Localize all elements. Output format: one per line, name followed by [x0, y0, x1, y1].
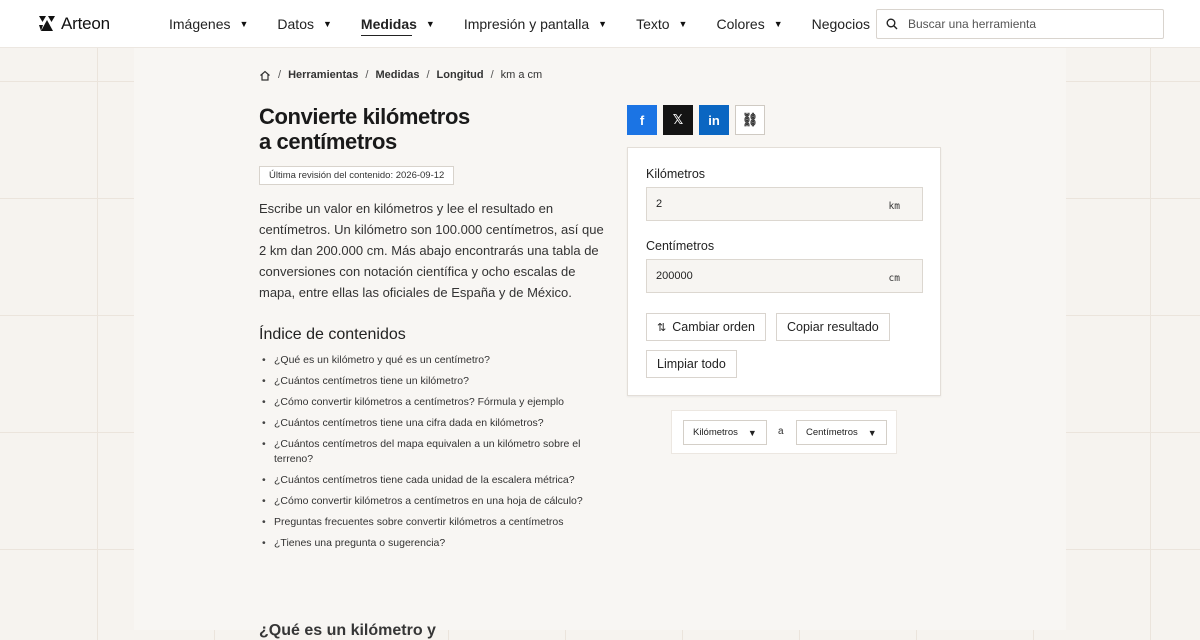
nav-label: Imágenes	[169, 16, 231, 32]
from-unit-select[interactable]	[683, 420, 767, 445]
caret-down-icon: ▼	[867, 427, 877, 438]
toc-item[interactable]: • ¿Cuántos centímetros tiene una cifra dada en kilómetros?	[259, 416, 599, 431]
breadcrumb-separator: /	[490, 69, 494, 81]
breadcrumb-herramientas[interactable]: Herramientas	[288, 69, 359, 81]
toc-item[interactable]: • ¿Qué es un kilómetro y qué es un centímetro?	[259, 353, 599, 368]
caret-down-icon: ▼	[773, 19, 783, 29]
caret-down-icon: ▼	[678, 19, 688, 29]
clear-all-button[interactable]	[646, 350, 737, 378]
from-unit-suffix: km	[888, 201, 900, 212]
toc-item[interactable]: • ¿Tienes una pregunta o sugerencia?	[259, 536, 599, 551]
from-field	[646, 187, 923, 221]
breadcrumb	[259, 69, 542, 81]
breadcrumb-separator: /	[426, 69, 430, 81]
table-of-contents	[259, 353, 599, 557]
centimeters-input[interactable]	[647, 260, 877, 292]
breadcrumb-current: km a cm	[500, 69, 543, 81]
page-title-line-1: Convierte kilómetros	[259, 104, 470, 129]
copy-result-button[interactable]	[776, 313, 890, 341]
x-share-button[interactable]	[663, 105, 693, 135]
nav-item-imagenes[interactable]	[169, 0, 248, 48]
toc-item[interactable]: • ¿Cuántos centímetros tiene cada unidad de la escalera métrica?	[259, 473, 599, 488]
content-panel	[134, 48, 1066, 639]
home-icon[interactable]	[259, 70, 271, 81]
swap-order-label: Cambiar orden	[672, 320, 755, 334]
nav-item-datos[interactable]	[277, 0, 332, 48]
kilometers-input[interactable]	[647, 188, 877, 220]
brand-name: Arteon	[61, 14, 110, 33]
page-title	[259, 104, 559, 154]
nav-item-medidas[interactable]	[361, 0, 435, 48]
search-box	[876, 9, 1164, 39]
toc-item[interactable]: • Preguntas frecuentes sobre convertir kilómetros a centímetros	[259, 515, 599, 530]
breadcrumb-longitud[interactable]: Longitud	[436, 69, 484, 81]
caret-down-icon: ▼	[598, 19, 608, 29]
to-unit-select-value: Centímetros	[806, 427, 858, 438]
nav-item-impresion[interactable]	[464, 0, 607, 48]
copy-result-label: Copiar resultado	[787, 320, 879, 334]
nav-item-texto[interactable]	[636, 0, 687, 48]
toc-item[interactable]: • ¿Cuántos centímetros del mapa equivalen a un kilómetro sobre el terreno?	[259, 437, 599, 467]
swap-icon: ⇅	[657, 321, 667, 334]
nav-item-colores[interactable]	[716, 0, 782, 48]
search-input[interactable]	[908, 17, 1148, 31]
search-icon	[886, 18, 898, 30]
toc-item[interactable]: • ¿Cuántos centímetros tiene un kilómetro?	[259, 374, 599, 389]
page-title-line-2: a centímetros	[259, 129, 397, 154]
main-nav	[169, 0, 917, 48]
linkedin-icon: in	[708, 112, 720, 128]
brand-logo[interactable]	[39, 14, 110, 34]
unit-selector	[671, 410, 897, 454]
caret-down-icon: ▼	[425, 19, 435, 29]
to-unit-label: Centímetros	[646, 239, 715, 253]
breadcrumb-medidas[interactable]: Medidas	[375, 69, 420, 81]
section-heading: ¿Qué es un kilómetro y	[259, 622, 436, 639]
toc-title: Índice de contenidos	[259, 326, 406, 343]
nav-label: Negocios	[811, 16, 870, 32]
caret-down-icon: ▼	[747, 427, 757, 438]
revision-badge: Última revisión del contenido: 2026-09-12	[259, 166, 454, 185]
unit-connector: a	[778, 426, 784, 437]
facebook-icon: f	[639, 112, 645, 128]
x-icon: 𝕏	[672, 112, 684, 127]
share-buttons	[627, 105, 765, 135]
toc-item[interactable]: • ¿Cómo convertir kilómetros a centímetros en una hoja de cálculo?	[259, 494, 599, 509]
link-icon: ⛓	[741, 112, 759, 127]
to-unit-select[interactable]	[796, 420, 887, 445]
breadcrumb-separator: /	[365, 69, 369, 81]
to-unit-suffix: cm	[888, 273, 900, 284]
logo-icon	[39, 16, 55, 32]
nav-label: Medidas	[360, 16, 417, 32]
nav-label: Texto	[636, 16, 670, 32]
linkedin-share-button[interactable]	[699, 105, 729, 135]
caret-down-icon: ▼	[239, 19, 249, 29]
facebook-share-button[interactable]	[627, 105, 657, 135]
from-unit-select-value: Kilómetros	[693, 427, 738, 438]
breadcrumb-separator: /	[278, 69, 282, 81]
nav-label: Colores	[716, 16, 765, 32]
top-navigation-bar	[0, 0, 1200, 48]
from-unit-label: Kilómetros	[646, 167, 706, 181]
to-field	[646, 259, 923, 293]
nav-label: Datos	[277, 16, 314, 32]
caret-down-icon: ▼	[322, 19, 332, 29]
nav-label: Impresión y pantalla	[463, 16, 590, 32]
toc-item[interactable]: • ¿Cómo convertir kilómetros a centímetros? Fórmula y ejemplo	[259, 395, 599, 410]
clear-all-label: Limpiar todo	[657, 357, 726, 371]
intro-paragraph: Escribe un valor en kilómetros y lee el resultado en centímetros. Un kilómetro son 100.000 centímetros, así que 2 km dan 200.000 cm. Más abajo encontrarás una tabla de conversiones con notación científica y ocho escalas de mapa, entre ellas las oficiales de España y de México.	[259, 201, 604, 300]
copy-link-button[interactable]	[735, 105, 765, 135]
converter-card	[627, 147, 941, 396]
swap-order-button[interactable]	[646, 313, 766, 341]
